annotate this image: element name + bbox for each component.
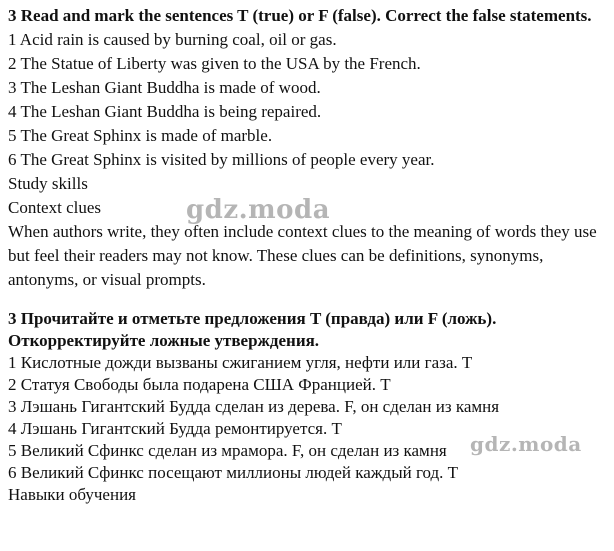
- statement-ru-2: 2 Статуя Свободы была подарена США Францией. T: [8, 375, 391, 394]
- statement-ru-6: 6 Великий Сфинкс посещают миллионы людей каждый год. T: [8, 463, 459, 482]
- watermark-logo-small: gdz.moda: [470, 432, 582, 456]
- context-clues-label: Context clues: [8, 198, 102, 217]
- statement-ru-1: 1 Кислотные дожди вызваны сжиганием угля, нефти или газа. T: [8, 353, 473, 372]
- exercise-heading-ru-line2: Откорректируйте ложные утверждения.: [8, 331, 320, 350]
- exercise-heading-ru-line1: 3 Прочитайте и отметьте предложения T (правда) или F (ложь).: [8, 309, 497, 328]
- statement-ru-5: 5 Великий Сфинкс сделан из мрамора. F, он сделан из камня: [8, 441, 447, 460]
- watermark-logo: gdz.moda: [186, 195, 331, 225]
- document-page: [8, 4, 608, 506]
- russian-section: [8, 308, 608, 506]
- statement-ru-3: 3 Лэшань Гигантский Будда сделан из дерева. F, он сделан из камня: [8, 397, 500, 416]
- section-spacer: [8, 292, 608, 308]
- study-skills-label-ru: Навыки обучения: [8, 485, 136, 504]
- statement-en-1: 1 Acid rain is caused by burning coal, oil or gas.: [8, 30, 337, 49]
- statement-en-5: 5 The Great Sphinx is made of marble.: [8, 126, 273, 145]
- english-section: [8, 4, 608, 292]
- statement-en-4: 4 The Leshan Giant Buddha is being repaired.: [8, 102, 322, 121]
- study-skills-label-en: Study skills: [8, 174, 88, 193]
- exercise-heading-en: 3 Read and mark the sentences T (true) or F (false). Correct the false statements.: [8, 6, 592, 25]
- statement-ru-4: 4 Лэшань Гигантский Будда ремонтируется. T: [8, 419, 342, 438]
- statement-en-6: 6 The Great Sphinx is visited by millions of people every year.: [8, 150, 435, 169]
- context-clues-paragraph: When authors write, they often include context clues to the meaning of words they use but feel their readers may not know. These clues can be definitions, synonyms, antonyms, or visual prompts.: [8, 222, 597, 289]
- statement-en-3: 3 The Leshan Giant Buddha is made of wood.: [8, 78, 321, 97]
- statement-en-2: 2 The Statue of Liberty was given to the USA by the French.: [8, 54, 421, 73]
